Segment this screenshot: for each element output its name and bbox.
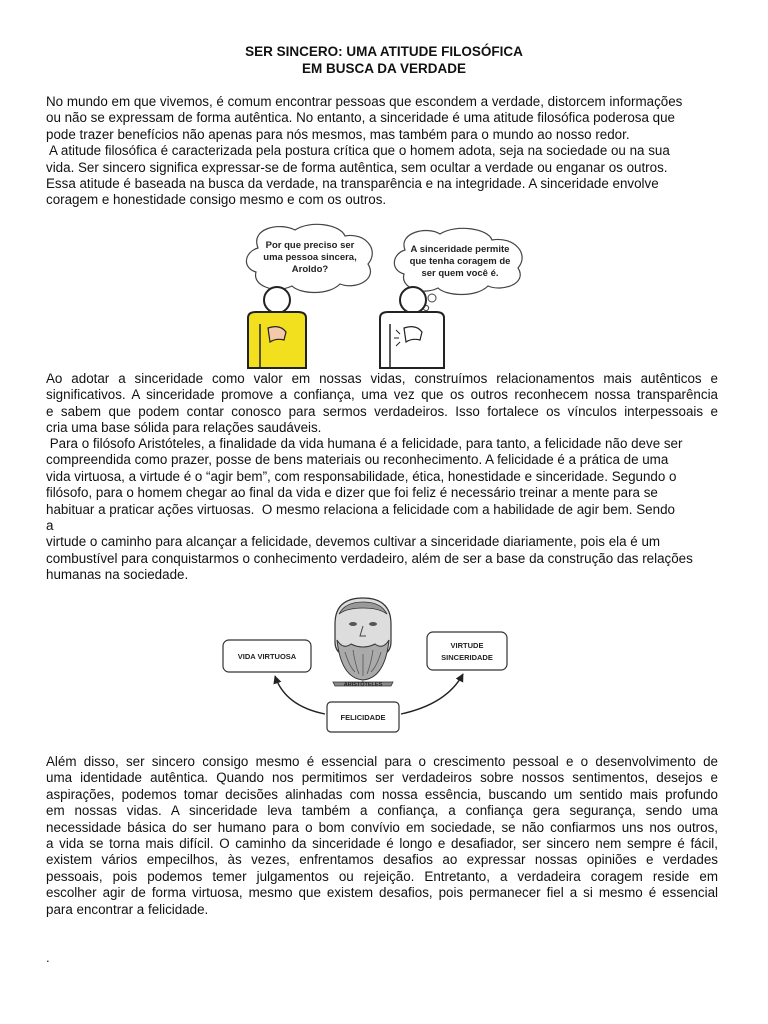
box-bottom-label: FELICIDADE bbox=[340, 713, 386, 722]
text-line: aspirações, podemos tomar decisões alinhadas com nossa essência, buscando um sentido mais profundo bbox=[46, 786, 718, 802]
document-title-line-2: EM BUSCA DA VERDADE bbox=[301, 61, 466, 76]
text-line: existem vários empecilhos, às vezes, enfrentamos desafios ao expressar nossas opiniões e verdades bbox=[46, 852, 718, 868]
text-line: coragem e honestidade consigo mesmo e com os outros. bbox=[46, 192, 387, 208]
box-vida-virtuosa bbox=[223, 640, 311, 672]
text-line: A atitude filosófica é caracterizada pela postura crítica que o homem adota, seja na sociedade ou na sua bbox=[46, 143, 670, 159]
text-line: ou não se expressam de forma autêntica. No entanto, a sinceridade é uma atitude filosófica poderosa que bbox=[46, 110, 676, 126]
box-left-label: VIDA VIRTUOSA bbox=[237, 652, 297, 661]
bubble-left-line: Por que preciso ser bbox=[265, 240, 355, 251]
text-line: virtude o caminho para alcançar a felicidade, devemos cultivar a sinceridade diariamente, pois ela é um bbox=[46, 534, 661, 550]
text-line: No mundo em que vivemos, é comum encontrar pessoas que escondem a verdade, distorcem informações bbox=[46, 94, 683, 109]
box-right-label-2: SINCERIDADE bbox=[441, 653, 493, 662]
sincerity-dialogue-illustration bbox=[240, 220, 540, 370]
text-line: pode trazer benefícios não apenas para nós mesmos, mas também para o mundo ao nosso redor. bbox=[46, 126, 630, 142]
document-title-line-1: SER SINCERO: UMA ATITUDE FILOSÓFICA bbox=[245, 44, 523, 59]
text-line: filósofo, para o homem chegar ao final da vida e dizer que foi feliz é necessário treinar a mente para se bbox=[46, 485, 658, 501]
arrow-to-virtude-sinceridade bbox=[401, 674, 463, 714]
text-line: Essa atitude é baseada na busca da verdade, na transparência e na integridade. A sinceridade envolve bbox=[46, 176, 659, 192]
text-line: combustível para conquistarmos o conhecimento verdadeiro, além de ser a base da construção das relações bbox=[46, 550, 693, 566]
bubble-left-line: Aroldo? bbox=[291, 264, 329, 275]
aristotle-happiness-diagram bbox=[215, 594, 515, 744]
text-line: a vida se torna mais difícil. O caminho da sinceridade é longo e desafiador, ser sincero nem sempre é fácil, bbox=[46, 836, 718, 852]
aristotle-portrait-icon bbox=[333, 598, 393, 688]
portrait-caption: ARISTÓTELES bbox=[343, 682, 383, 688]
text-line: e sabem que podem contar conosco para sermos verdadeiros. Isso fortalece os vínculos interpessoais e bbox=[46, 403, 718, 419]
bubble-left-line: uma pessoa sincera, bbox=[263, 252, 357, 263]
text-line: compreendida como prazer, posse de bens materiais ou reconhecimento. A felicidade é a prática de uma bbox=[46, 452, 669, 468]
text-line: para encontrar a felicidade. bbox=[46, 901, 209, 917]
person-yellow-icon bbox=[248, 287, 306, 368]
text-line: necessidade básica do ser humano para o bom convívio em sociedade, se não confiarmos uns nos outros, bbox=[46, 819, 718, 835]
text-line: vida. Ser sincero significa expressar-se de forma autêntica, sem ocultar a verdade ou enganar os outros. bbox=[46, 159, 668, 175]
text-line: em nossas vidas. A sinceridade leva também a confiança, a confiança gera segurança, sendo uma bbox=[46, 803, 718, 819]
paragraph-sincerity-relationships bbox=[46, 371, 718, 437]
text-line: Para o filósofo Aristóteles, a finalidade da vida humana é a felicidade, para tanto, a felicidade não deve ser bbox=[46, 436, 683, 451]
text-line: Além disso, ser sincero consigo mesmo é essencial para o crescimento pessoal e o desenvolvimento de bbox=[46, 754, 718, 769]
bubble-right-line: que tenha coragem de bbox=[409, 256, 511, 267]
text-line: humanas na sociedade. bbox=[46, 567, 189, 583]
bubble-right-line: ser quem você é. bbox=[421, 268, 499, 279]
text-line: habituar a praticar ações virtuosas. O mesmo relaciona a felicidade com a habilidade de agir bem. Sendo bbox=[46, 501, 675, 517]
trailing-dot: . bbox=[46, 950, 50, 965]
box-right-label-1: VIRTUDE bbox=[450, 641, 484, 650]
text-line: cria uma base sólida para relações saudáveis. bbox=[46, 420, 322, 436]
box-virtude-sinceridade bbox=[427, 632, 507, 670]
text-line: Ao adotar a sinceridade como valor em nossas vidas, construímos relacionamentos mais autênticos e bbox=[46, 371, 718, 386]
arrow-to-vida-virtuosa bbox=[275, 676, 325, 714]
paragraph-self-sincerity bbox=[46, 754, 718, 918]
text-line: significativos. A sinceridade promove a confiança, uma vez que os outros reconhecem nossa transparência bbox=[46, 387, 718, 403]
paragraph-aristotle bbox=[46, 436, 718, 584]
text-line: escolher agir de forma virtuosa, mesmo que existem desafios, pois permanecer fiel a si mesmo é essencial bbox=[46, 885, 718, 901]
paragraph-intro bbox=[46, 94, 718, 209]
text-line: uma identidade autêntica. Quando nos permitimos ser verdadeiros sobre nossos sentimentos, desejos e bbox=[46, 770, 718, 786]
text-line: pessoais, pois podemos temer julgamentos ou rejeição. Entretanto, a verdadeira coragem reside em bbox=[46, 868, 718, 884]
box-felicidade bbox=[327, 702, 399, 732]
text-line: vida virtuosa, a virtude é o “agir bem”, com responsabilidade, ética, honestidade e sinceridade. Segundo o bbox=[46, 468, 677, 484]
bubble-right-line: A sinceridade permite bbox=[410, 244, 510, 255]
text-line: a bbox=[46, 518, 54, 534]
